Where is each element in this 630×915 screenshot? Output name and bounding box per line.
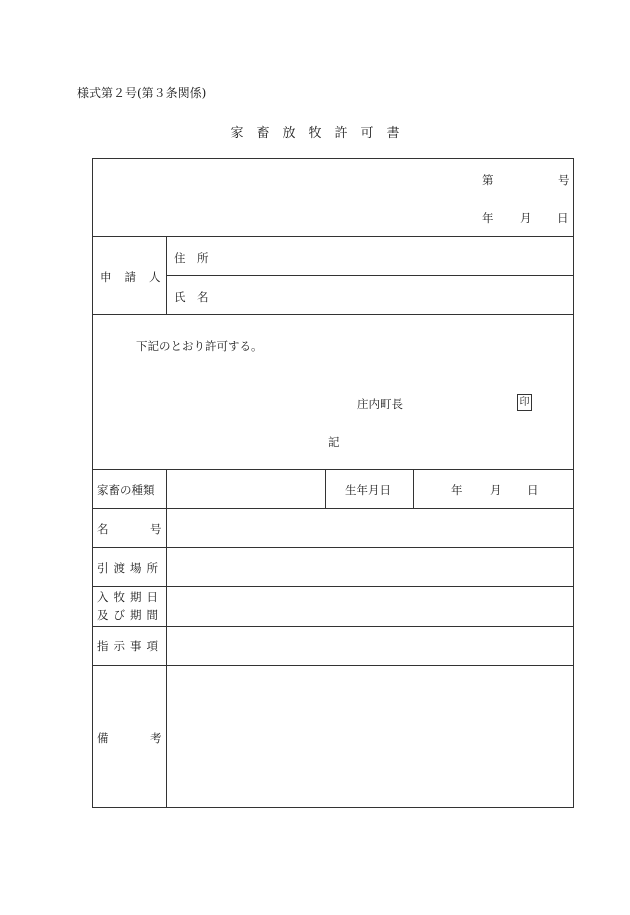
birth-month-label: 月 bbox=[490, 483, 502, 497]
remarks-label-1: 備 bbox=[97, 731, 109, 745]
permit-number-go: 号 bbox=[558, 173, 570, 187]
name-mei-label: 名 bbox=[97, 522, 109, 536]
livestock-type-label: 家畜の種類 bbox=[97, 483, 155, 497]
delivery-place-label: 引渡場所 bbox=[97, 561, 163, 575]
column-divider bbox=[325, 469, 326, 508]
birth-day-label: 日 bbox=[527, 483, 539, 497]
issuer-title: 庄内町長 bbox=[357, 397, 403, 411]
name-label: 氏 名 bbox=[174, 290, 209, 304]
permit-number-dai: 第 bbox=[482, 173, 494, 187]
column-divider bbox=[413, 469, 414, 508]
row-divider bbox=[92, 508, 574, 509]
grazing-date-label: 入牧期日 bbox=[97, 590, 163, 604]
form-number: 様式第２号(第３条関係) bbox=[77, 86, 207, 100]
row-divider bbox=[92, 626, 574, 627]
applicant-label: 申請人 bbox=[100, 270, 174, 284]
row-divider bbox=[92, 665, 574, 666]
instructions-label: 指示事項 bbox=[97, 639, 163, 653]
row-divider bbox=[166, 275, 574, 276]
permit-form-table bbox=[92, 158, 574, 808]
row-divider bbox=[92, 236, 574, 237]
column-divider bbox=[166, 469, 167, 808]
row-divider bbox=[92, 314, 574, 315]
remarks-label-2: 考 bbox=[150, 731, 162, 745]
name-go-label: 号 bbox=[150, 522, 162, 536]
birth-date-label: 生年月日 bbox=[345, 483, 391, 497]
issue-day-label: 日 bbox=[557, 211, 569, 225]
issue-year-label: 年 bbox=[482, 211, 494, 225]
grazing-period-label: 及び期間 bbox=[97, 608, 163, 622]
row-divider bbox=[92, 469, 574, 470]
seal-mark: 印 bbox=[517, 394, 532, 411]
row-divider bbox=[92, 547, 574, 548]
document-title bbox=[0, 122, 630, 141]
address-label: 住 所 bbox=[174, 251, 209, 265]
issue-month-label: 月 bbox=[520, 211, 532, 225]
title-text: 家畜放牧許可書 bbox=[230, 126, 413, 141]
permission-statement: 下記のとおり許可する。 bbox=[136, 339, 263, 353]
ki-heading: 記 bbox=[328, 435, 340, 449]
birth-year-label: 年 bbox=[451, 483, 463, 497]
row-divider bbox=[92, 586, 574, 587]
